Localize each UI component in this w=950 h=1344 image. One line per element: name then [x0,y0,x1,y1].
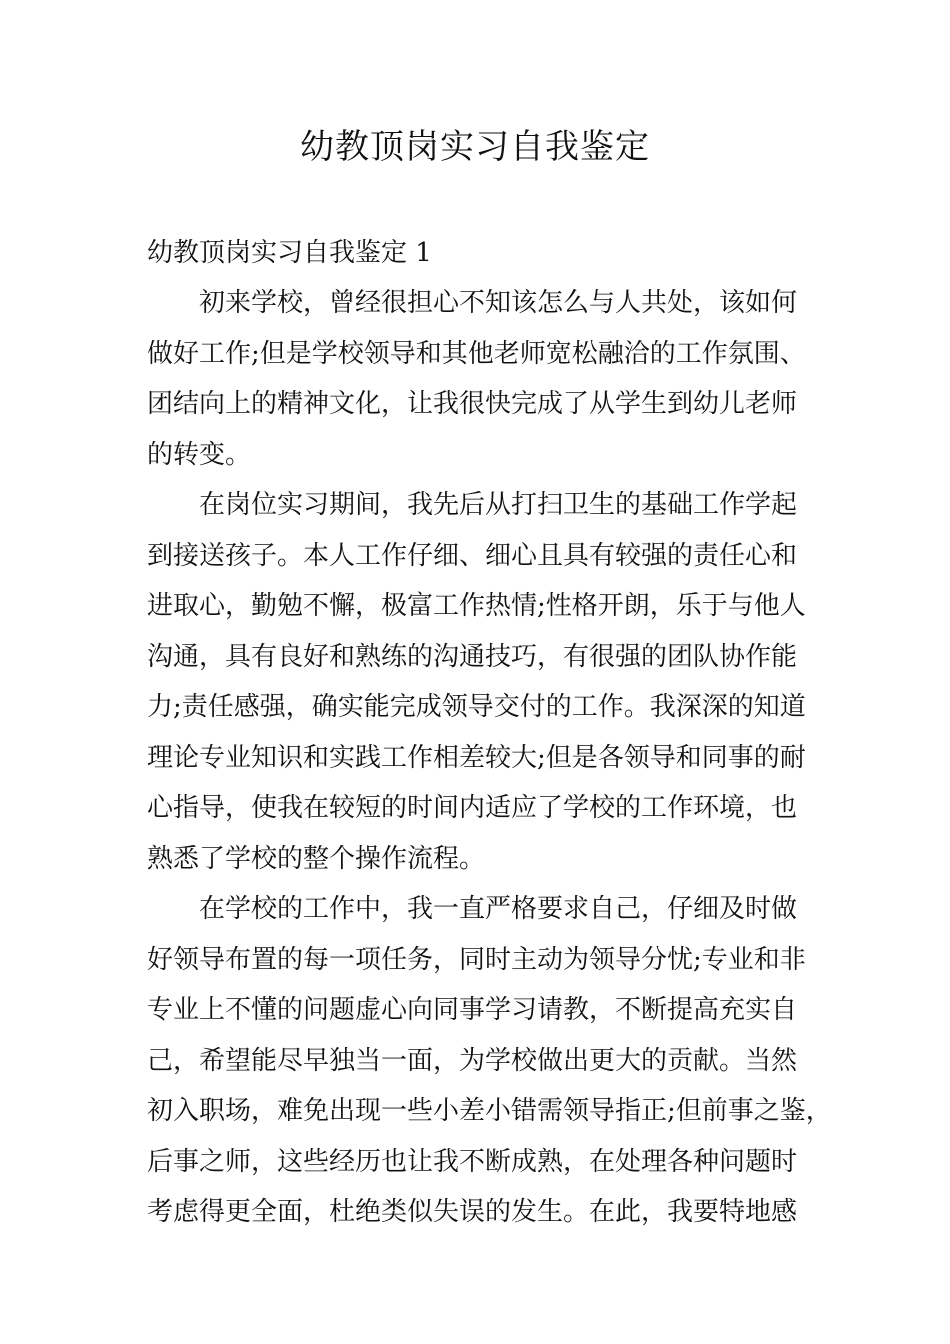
paragraph-line: 心指导，使我在较短的时间内适应了学校的工作环境，也 [147,793,798,823]
paragraph-line: 好领导布置的每一项任务，同时主动为领导分忧;专业和非 [147,944,806,975]
paragraph-line: 熟悉了学校的整个操作流程。 [147,843,486,874]
paragraph-line: 初入职场，难免出现一些小差小错需领导指正;但前事之鉴， [147,1096,832,1126]
paragraph-line: 理论专业知识和实践工作相差较大;但是各领导和同事的耐 [147,742,806,773]
document-body [147,278,832,1238]
paragraph-2 [147,480,827,884]
paragraph-3 [147,884,832,1238]
paragraph-line: 后事之师，这些经历也让我不断成熟，在处理各种问题时 [147,1146,798,1177]
paragraph-line: 的转变。 [147,439,252,470]
paragraph-line: 考虑得更全面，杜绝类似失误的发生。在此，我要特地感 [147,1197,798,1227]
paragraph-line: 进取心，勤勉不懈，极富工作热情;性格开朗，乐于与他人 [147,591,806,621]
paragraph-line: 团结向上的精神文化，让我很快完成了从学生到幼儿老师 [147,389,798,419]
paragraph-1 [147,278,827,480]
paragraph-line: 沟通，具有良好和熟练的沟通技巧，有很强的团队协作能 [147,641,798,672]
paragraph-line: 初来学校，曾经很担心不知该怎么与人共处，该如何 [199,288,798,318]
paragraph-line: 到接送孩子。本人工作仔细、细心且具有较强的责任心和 [147,540,798,571]
paragraph-line: 专业上不懂的问题虚心向同事学习请教，不断提高充实自 [147,995,798,1025]
paragraph-line: 在学校的工作中，我一直严格要求自己，仔细及时做 [199,894,798,924]
paragraph-line: 做好工作;但是学校领导和其他老师宽松融洽的工作氛围、 [147,338,806,369]
paragraph-line: 己，希望能尽早独当一面，为学校做出更大的贡献。当然 [147,1045,798,1076]
section-heading: 幼教顶岗实习自我鉴定 1 [147,238,432,268]
paragraph-line: 力;责任感强，确实能完成领导交付的工作。我深深的知道 [147,692,806,722]
paragraph-line: 在岗位实习期间，我先后从打扫卫生的基础工作学起 [199,490,798,520]
document-title: 幼教顶岗实习自我鉴定 [300,127,650,167]
